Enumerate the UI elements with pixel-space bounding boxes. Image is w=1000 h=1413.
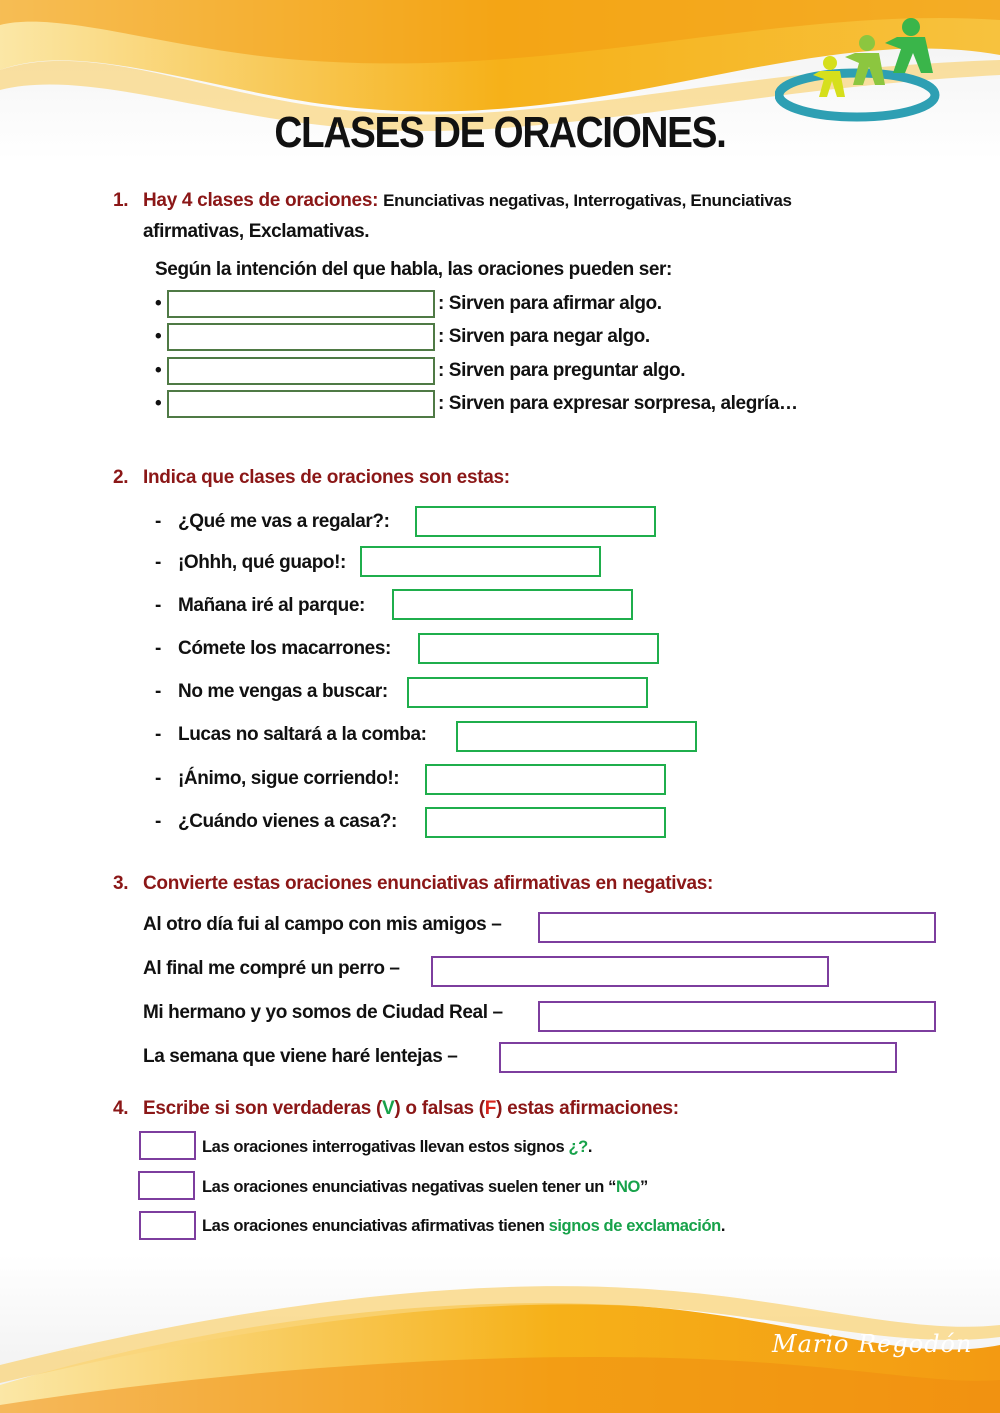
section4-title-part: ) o falsas ( — [394, 1098, 485, 1119]
answer-box-exclamativas[interactable] — [167, 390, 435, 418]
dash: - — [155, 681, 161, 702]
section1-number: 1. — [113, 190, 129, 211]
statement-highlight: NO — [615, 1178, 640, 1196]
dash: - — [155, 552, 161, 573]
bullet: • — [155, 326, 162, 347]
statement-tail: . — [587, 1138, 593, 1156]
statement-tail: . — [720, 1217, 726, 1235]
item-text: : Sirven para preguntar algo. — [438, 360, 686, 381]
section1-title: Hay 4 clases de oraciones: — [143, 190, 379, 211]
statement — [202, 1138, 592, 1157]
statement — [202, 1178, 648, 1197]
item-text: : Sirven para expresar sorpresa, alegría… — [438, 393, 798, 414]
bullet: • — [155, 393, 162, 414]
section4-title — [143, 1098, 679, 1120]
page-title: CLASES DE ORACIONES. — [274, 108, 726, 157]
answer-box[interactable] — [415, 506, 656, 537]
section3-number: 3. — [113, 873, 129, 894]
dash: - — [155, 595, 161, 616]
sentence-label: Mañana iré al parque: — [178, 595, 365, 616]
author-signature: Mario Regodón — [772, 1330, 973, 1358]
vf-answer-box[interactable] — [139, 1211, 196, 1240]
sentence-label: La semana que viene haré lentejas – — [143, 1046, 458, 1067]
answer-box[interactable] — [407, 677, 648, 708]
answer-box[interactable] — [392, 589, 633, 620]
answer-box[interactable] — [538, 912, 936, 943]
statement-tail: ” — [639, 1178, 648, 1196]
answer-box[interactable] — [425, 764, 666, 795]
section2-title: Indica que clases de oraciones son estas: — [143, 467, 510, 488]
statement-text: Las oraciones enunciativas negativas suelen tener un “ — [202, 1178, 616, 1196]
sentence-label: ¡Ohhh, qué guapo!: — [178, 552, 346, 573]
answer-box-interrogativas[interactable] — [167, 357, 435, 385]
false-letter: F — [484, 1098, 497, 1119]
vf-answer-box[interactable] — [138, 1171, 195, 1200]
sentence-label: Al otro día fui al campo con mis amigos – — [143, 914, 502, 935]
answer-box-afirmativas[interactable] — [167, 290, 435, 318]
dash: - — [155, 638, 161, 659]
answer-box[interactable] — [360, 546, 601, 577]
section1-intro: Según la intención del que habla, las oraciones pueden ser: — [155, 259, 672, 280]
answer-box[interactable] — [538, 1001, 936, 1032]
answer-box[interactable] — [418, 633, 659, 664]
answer-box-negativas[interactable] — [167, 323, 435, 351]
sentence-label: Al final me compré un perro – — [143, 958, 400, 979]
section4-title-part: Escribe si son verdaderas ( — [143, 1098, 383, 1119]
statement-text: Las oraciones interrogativas llevan estos signos — [202, 1138, 569, 1156]
section1-types-line1: Enunciativas negativas, Interrogativas, Enunciativas — [383, 191, 792, 210]
answer-box[interactable] — [431, 956, 829, 987]
sentence-label: Lucas no saltará a la comba: — [178, 724, 427, 745]
answer-box[interactable] — [499, 1042, 897, 1073]
answer-box[interactable] — [425, 807, 666, 838]
section2-number: 2. — [113, 467, 129, 488]
section4-number: 4. — [113, 1098, 129, 1119]
item-text: : Sirven para negar algo. — [438, 326, 650, 347]
statement-text: Las oraciones enunciativas afirmativas tienen — [202, 1217, 549, 1235]
bullet: • — [155, 360, 162, 381]
dash: - — [155, 768, 161, 789]
section4-title-part: ) estas afirmaciones: — [496, 1098, 679, 1119]
sentence-label: No me vengas a buscar: — [178, 681, 388, 702]
true-letter: V — [382, 1098, 395, 1119]
statement — [202, 1217, 725, 1236]
dash: - — [155, 724, 161, 745]
section3-title: Convierte estas oraciones enunciativas afirmativas en negativas: — [143, 873, 714, 894]
sentence-label: Cómete los macarrones: — [178, 638, 391, 659]
vf-answer-box[interactable] — [139, 1131, 196, 1160]
section1-types-line2: afirmativas, Exclamativas. — [143, 221, 370, 242]
answer-box[interactable] — [456, 721, 697, 752]
sentence-label: ¡Ánimo, sigue corriendo!: — [178, 768, 400, 789]
dash: - — [155, 511, 161, 532]
sentence-label: ¿Qué me vas a regalar?: — [178, 511, 390, 532]
dash: - — [155, 811, 161, 832]
item-text: : Sirven para afirmar algo. — [438, 293, 662, 314]
sentence-label: ¿Cuándo vienes a casa?: — [178, 811, 397, 832]
bullet: • — [155, 293, 162, 314]
sentence-label: Mi hermano y yo somos de Ciudad Real – — [143, 1002, 503, 1023]
section1-heading-text — [143, 190, 792, 212]
statement-highlight: ¿? — [568, 1138, 588, 1156]
statement-highlight: signos de exclamación — [548, 1217, 721, 1235]
